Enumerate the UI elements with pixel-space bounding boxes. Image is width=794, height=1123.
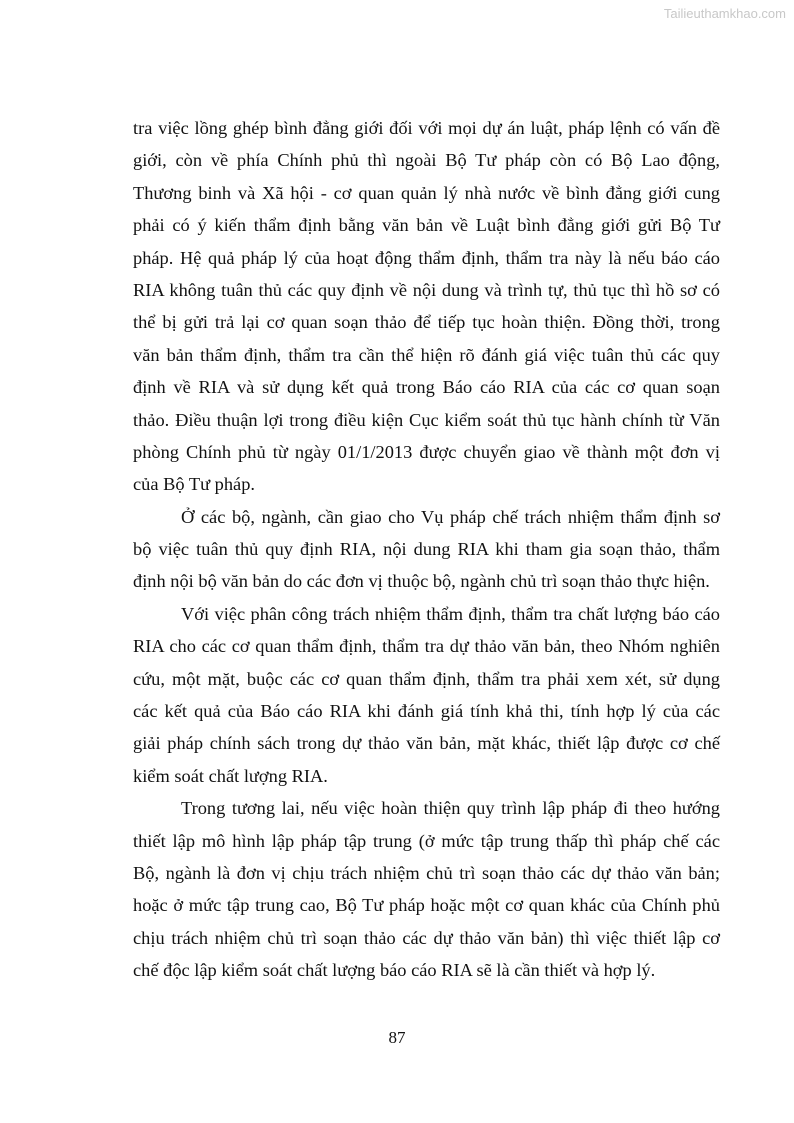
text-line: thảo. Điều thuận lợi trong điều kiện Cục kiểm soát thủ tục hành chính từ Văn <box>133 409 720 430</box>
document-body <box>133 112 720 987</box>
text-line: RIA cho các cơ quan thẩm định, thẩm tra dự thảo văn bản, theo Nhóm nghiên <box>133 636 720 657</box>
text-line: tra việc lồng ghép bình đẳng giới đối với mọi dự án luật, pháp lệnh có vấn đề <box>133 118 720 138</box>
text-line: Trong tương lai, nếu việc hoàn thiện quy trình lập pháp đi theo hướng <box>181 798 720 819</box>
text-line: thể bị gửi trả lại cơ quan soạn thảo để tiếp tục hoàn thiện. Đồng thời, trong <box>133 312 720 333</box>
text-line: pháp. Hệ quả pháp lý của hoạt động thẩm định, thẩm tra này là nếu báo cáo <box>133 247 720 268</box>
text-line: phải có ý kiến thẩm định bằng văn bản về Luật bình đẳng giới gửi Bộ Tư <box>133 215 720 236</box>
text-line: bộ việc tuân thủ quy định RIA, nội dung RIA khi tham gia soạn thảo, thẩm <box>133 539 720 560</box>
text-line: chịu trách nhiệm chủ trì soạn thảo các dự thảo văn bản) thì việc thiết lập cơ <box>133 927 720 948</box>
page-number: 87 <box>388 1028 406 1047</box>
text-line: văn bản thẩm định, thẩm tra cần thể hiện rõ đánh giá việc tuân thủ các quy <box>133 344 720 365</box>
text-line: Thương binh và Xã hội - cơ quan quản lý nhà nước về bình đẳng giới cung <box>133 182 720 203</box>
text-line: các kết quả của Báo cáo RIA khi đánh giá tính khả thi, tính hợp lý của các <box>133 701 720 722</box>
text-line: hoặc ở mức tập trung cao, Bộ Tư pháp hoặc một cơ quan khác của Chính phủ <box>133 895 720 916</box>
text-line: chế độc lập kiểm soát chất lượng báo cáo RIA sẽ là cần thiết và hợp lý. <box>133 960 656 981</box>
text-line: RIA không tuân thủ các quy định về nội dung và trình tự, thủ tục thì hồ sơ có <box>133 279 720 300</box>
text-line: Bộ, ngành là đơn vị chịu trách nhiệm chủ trì soạn thảo các dự thảo văn bản; <box>133 862 720 883</box>
text-line: kiểm soát chất lượng RIA. <box>133 765 328 786</box>
text-line: Ở các bộ, ngành, cần giao cho Vụ pháp chế trách nhiệm thẩm định sơ <box>181 506 720 527</box>
text-line: định về RIA và sử dụng kết quả trong Báo cáo RIA của các cơ quan soạn <box>133 377 720 398</box>
paragraph <box>133 112 720 501</box>
text-line: cứu, một mặt, buộc các cơ quan thẩm định, thẩm tra phải xem xét, sử dụng <box>133 668 720 689</box>
text-line: phòng Chính phủ từ ngày 01/1/2013 được chuyển giao về thành một đơn vị <box>133 441 720 462</box>
text-line: của Bộ Tư pháp. <box>133 474 255 495</box>
text-line: Với việc phân công trách nhiệm thẩm định, thẩm tra chất lượng báo cáo <box>181 603 720 624</box>
text-line: giới, còn về phía Chính phủ thì ngoài Bộ Tư pháp còn có Bộ Lao động, <box>133 150 720 171</box>
paragraph <box>133 598 720 792</box>
paragraph <box>133 501 720 598</box>
text-line: giải pháp chính sách trong dự thảo văn bản, mặt khác, thiết lập được cơ chế <box>133 733 720 754</box>
text-line: định nội bộ văn bản do các đơn vị thuộc bộ, ngành chủ trì soạn thảo thực hiện. <box>133 571 710 592</box>
paragraph <box>133 792 720 986</box>
text-line: thiết lập mô hình lập pháp tập trung (ở mức tập trung thấp thì pháp chế các <box>133 830 720 851</box>
watermark: Tailieuthamkhao.com <box>663 6 786 21</box>
